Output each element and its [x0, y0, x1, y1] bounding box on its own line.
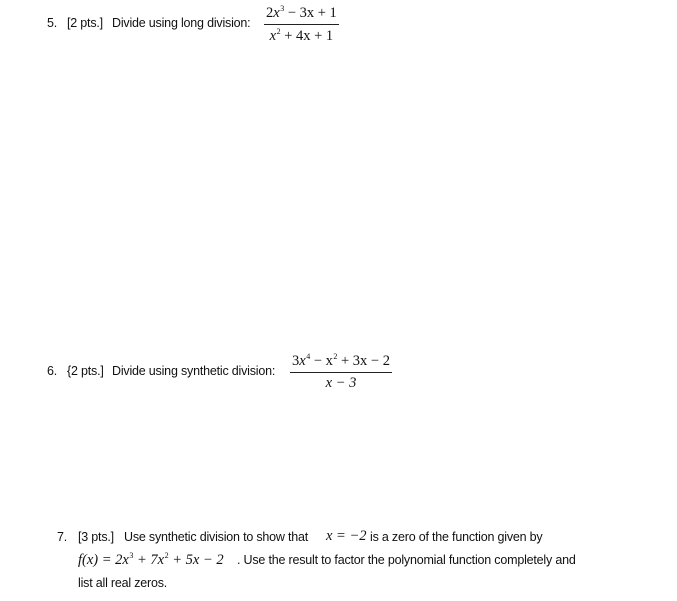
problem-7-line3: list all real zeros.: [78, 576, 168, 590]
problem-6-fraction: [290, 352, 392, 392]
problem-7-line1-prefix: Use synthetic division to show that: [124, 530, 309, 544]
problem-7-points: [3 pts.]: [78, 530, 114, 544]
problem-7-number: 7.: [57, 530, 68, 544]
problem-5-numerator: $2x^3 - 3x + 1$: [266, 4, 337, 21]
problem-6-numerator: $3x^4 - x^2 + 3x - 2$: [292, 352, 390, 369]
problem-5-denominator: $x^2 + 4x + 1$: [269, 27, 334, 44]
problem-6-fraction-bar: [290, 372, 392, 373]
problem-6-number: 6.: [47, 364, 58, 378]
problem-6-denominator: x − 3: [325, 375, 357, 391]
problem-5-instruction: Divide using long division:: [112, 16, 251, 30]
problem-5-points: [2 pts.]: [67, 16, 103, 30]
problem-7-function-expression: $f(x) = 2x^3 + 7x^2 + 5x - 2$: [78, 551, 224, 568]
problem-7-zero-expression: x = −2: [326, 528, 367, 544]
problem-5-fraction-bar: [264, 24, 339, 25]
problem-6-points: {2 pts.]: [67, 364, 104, 378]
problem-7-line2-suffix: . Use the result to factor the polynomial function completely and: [237, 553, 576, 567]
problem-5-fraction: [264, 4, 339, 45]
problem-7-line1-suffix: is a zero of the function given by: [370, 530, 543, 544]
problem-5-number: 5.: [47, 16, 58, 30]
problem-6-instruction: Divide using synthetic division:: [112, 364, 276, 378]
